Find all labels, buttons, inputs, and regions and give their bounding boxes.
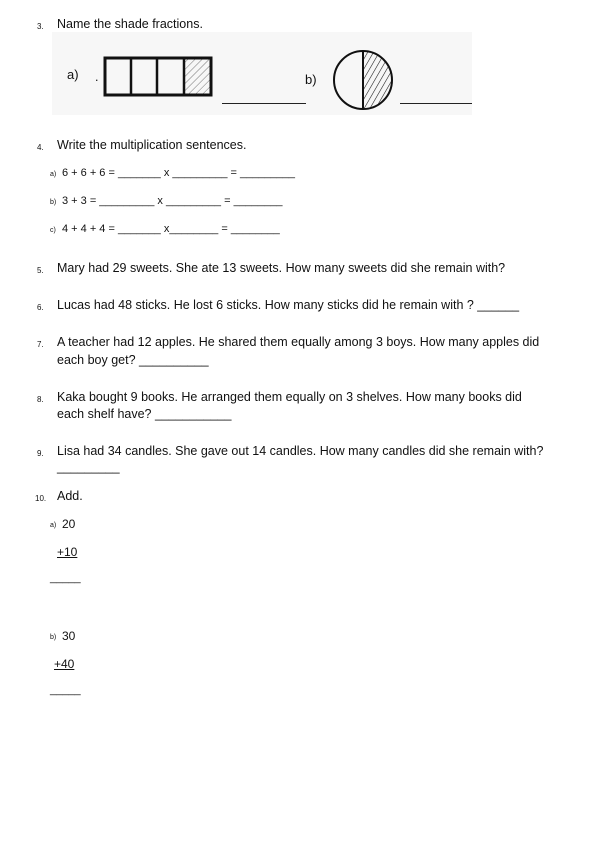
q10-a-bottom-number: +10 — [57, 545, 78, 559]
dot-mark: . — [95, 70, 99, 84]
question-8-line-2: each shelf have? ___________ — [57, 407, 232, 421]
answer-line-a[interactable] — [222, 103, 306, 104]
question-number-9: 9. — [37, 449, 44, 458]
fraction-bar-figure — [100, 55, 215, 100]
q10-a-answer-line[interactable]: _____ — [50, 572, 81, 584]
q4-item-a-label: a) — [50, 171, 57, 178]
question-7-line-1: A teacher had 12 apples. He shared them equally among 3 boys. How many apples did — [57, 335, 540, 349]
question-number-8: 8. — [37, 395, 44, 404]
bar-shaded-box — [184, 58, 211, 95]
question-8-line-1: Kaka bought 9 books. He arranged them equally on 3 shelves. How many books did — [57, 390, 522, 404]
q10-b-top-number: 30 — [62, 629, 76, 643]
question-7-line-2: each boy get? __________ — [57, 353, 209, 367]
question-9-line-2: _________ — [57, 460, 120, 474]
question-number-10: 10. — [35, 494, 47, 503]
part-a-label: a) — [67, 67, 79, 82]
fraction-circle-figure — [330, 47, 396, 113]
q10-a-top-number: 20 — [62, 517, 76, 531]
question-10-text: Add. — [57, 489, 83, 503]
q4-item-b-label: b) — [50, 199, 57, 206]
question-number-5: 5. — [37, 266, 44, 275]
answer-line-b[interactable] — [400, 103, 472, 104]
circle-shaded-half — [363, 51, 392, 109]
q10-a-label: a) — [50, 522, 57, 529]
q10-b-answer-line[interactable]: _____ — [50, 684, 81, 696]
question-number-4: 4. — [37, 143, 44, 152]
q10-b-bottom-number: +40 — [54, 657, 75, 671]
question-number-3: 3. — [37, 22, 44, 31]
question-4-text: Write the multiplication sentences. — [57, 138, 247, 152]
part-b-label: b) — [305, 72, 317, 87]
question-3-text: Name the shade fractions. — [57, 17, 203, 31]
q4-item-c-label: c) — [50, 227, 56, 234]
q10-b-label: b) — [50, 634, 57, 641]
question-5-text: Mary had 29 sweets. She ate 13 sweets. How many sweets did she remain with? — [57, 261, 506, 275]
q4-item-c-sentence: 4 + 4 + 4 = _______ x________ = ________ — [62, 223, 280, 235]
question-9-line-1: Lisa had 34 candles. She gave out 14 candles. How many candles did she remain with? — [57, 444, 544, 458]
question-number-7: 7. — [37, 340, 44, 349]
q4-item-b-sentence: 3 + 3 = _________ x _________ = ________ — [62, 195, 283, 207]
q4-item-a-sentence: 6 + 6 + 6 = _______ x _________ = _________ — [62, 167, 296, 179]
question-number-6: 6. — [37, 303, 44, 312]
question-6-text: Lucas had 48 sticks. He lost 6 sticks. How many sticks did he remain with ? ______ — [57, 298, 520, 312]
